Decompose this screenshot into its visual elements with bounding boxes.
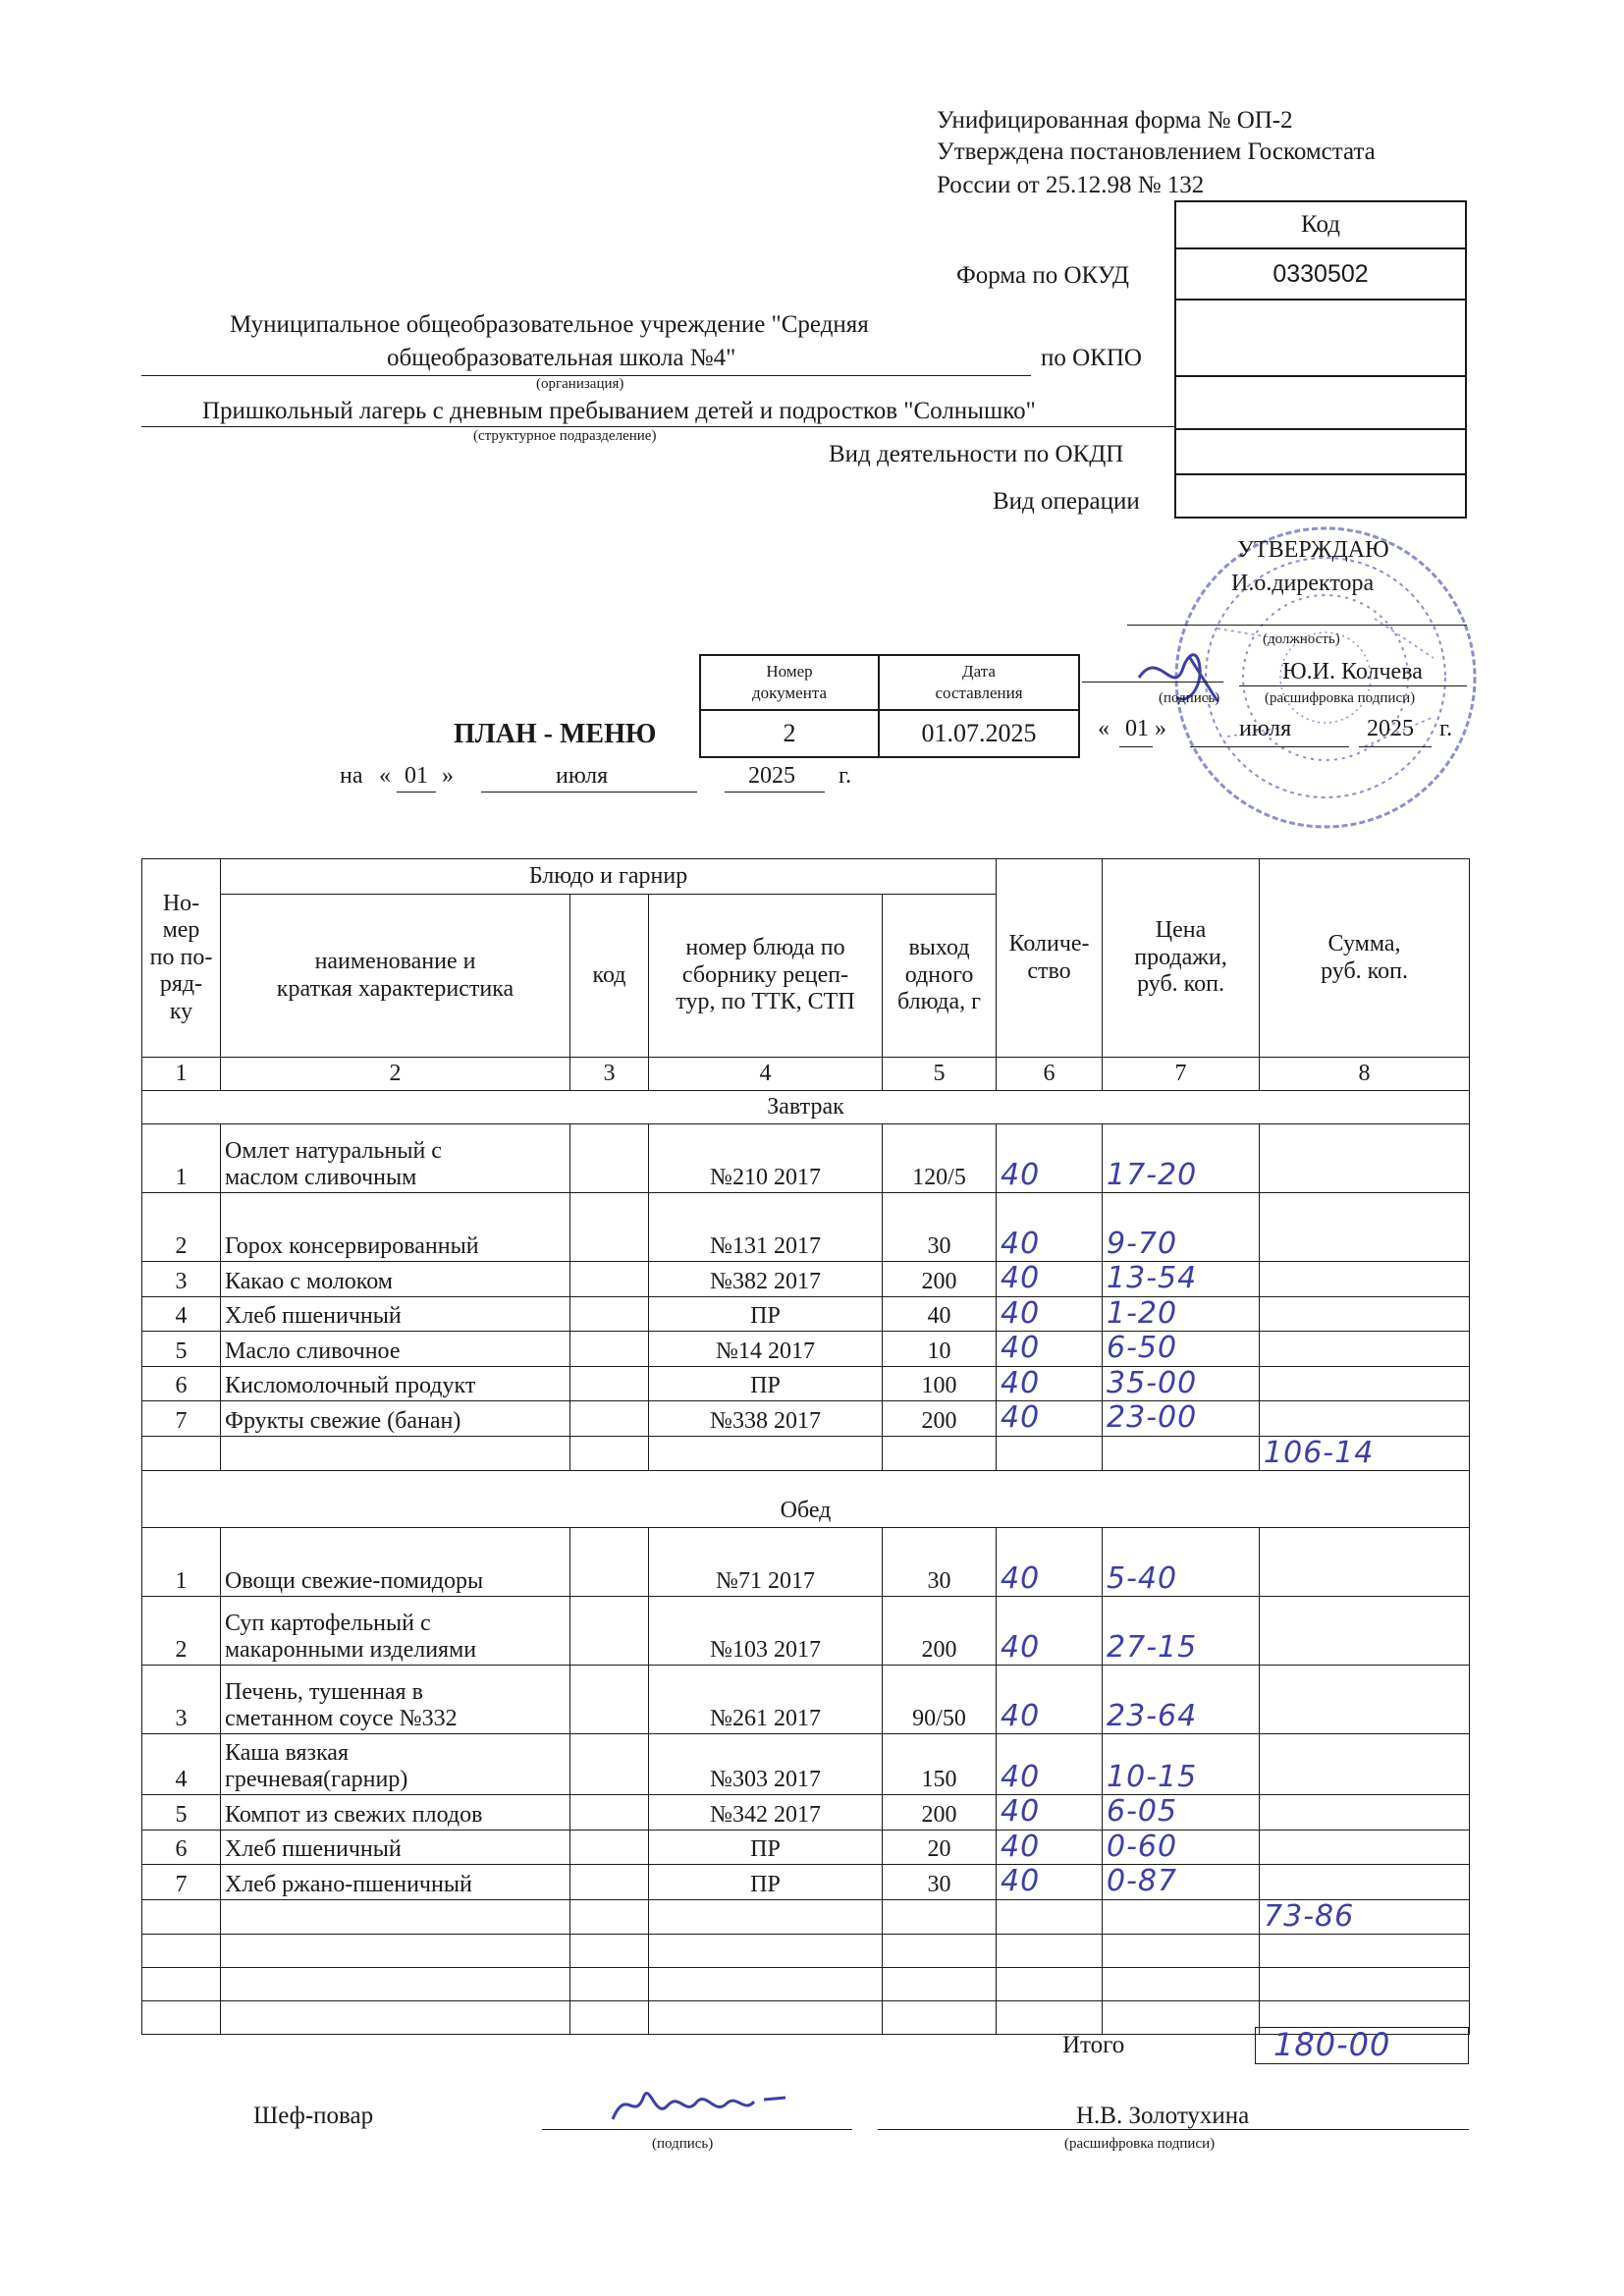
recipe-number: ПР: [649, 1296, 883, 1332]
dish-name: [221, 1597, 570, 1666]
signature-caption: (подпись): [1159, 690, 1220, 706]
recipe-number: ПР: [649, 1865, 883, 1900]
dish-code: [570, 1666, 649, 1734]
quantity: [997, 1332, 1103, 1367]
header-recipe-1: номер блюда по: [685, 935, 845, 961]
dish-name-line-2: маслом сливочным: [225, 1165, 417, 1191]
table-row: [142, 1597, 1470, 1666]
breakfast-total-row: [142, 1436, 1470, 1471]
recipe-number: №14 2017: [649, 1332, 883, 1367]
dish-name: [221, 1528, 570, 1597]
header-recipe-number: [649, 895, 883, 1058]
chef-signature-underline: [542, 2129, 852, 2130]
section-breakfast-title: Завтрак: [142, 1091, 1470, 1124]
lunch-total: [1260, 1899, 1470, 1935]
header-row-number-1: Но-: [162, 890, 200, 916]
header-price: [1103, 859, 1260, 1058]
structural-unit-caption: (структурное подразделение): [473, 428, 657, 444]
row-number: 7: [142, 1401, 221, 1437]
quantity: [997, 1193, 1103, 1262]
row-number: 1: [142, 1124, 221, 1193]
plan-date-close-quote: »: [442, 763, 454, 789]
dish-yield: 20: [883, 1830, 997, 1865]
quantity-value: 40: [1001, 1830, 1041, 1864]
header-row-number-4: ряд-: [159, 971, 203, 998]
dish-yield: 200: [883, 1401, 997, 1437]
recipe-number: ПР: [649, 1366, 883, 1401]
approval-date-year: 2025: [1367, 716, 1414, 741]
column-number: 8: [1260, 1058, 1470, 1091]
dish-code: [570, 1528, 649, 1597]
price: [1103, 1865, 1260, 1900]
column-number: 2: [221, 1058, 570, 1091]
table-row: [142, 1401, 1470, 1437]
document-number-box: [699, 654, 1080, 758]
quantity-value: 40: [1001, 1698, 1041, 1733]
header-quantity-1: Количе-: [1008, 930, 1090, 957]
quantity: [997, 1865, 1103, 1900]
table-row: [142, 1193, 1470, 1262]
price: [1103, 1262, 1260, 1297]
header-dish-name-2: краткая характеристика: [276, 975, 514, 1002]
header-yield-1: выход: [908, 935, 970, 961]
dish-code: [570, 1262, 649, 1297]
column-number: 6: [997, 1058, 1103, 1091]
director-name-caption: (расшифровка подписи): [1265, 690, 1416, 706]
approval-year-underline: [1359, 746, 1432, 747]
dish-code: [570, 1332, 649, 1367]
dish-yield: 30: [883, 1193, 997, 1262]
dish-name-line-2: сметанном соусе №332: [225, 1706, 458, 1732]
quantity-value: 40: [1001, 1400, 1041, 1435]
quantity: [997, 1528, 1103, 1597]
table-row: [142, 1528, 1470, 1597]
sum: [1260, 1193, 1470, 1262]
price-value: 1-20: [1107, 1296, 1178, 1331]
header-yield-3: блюда, г: [897, 989, 982, 1015]
row-number: 4: [142, 1734, 221, 1795]
price: [1103, 1193, 1260, 1262]
row-number: 3: [142, 1262, 221, 1297]
dish-name-line-2: Горох консервированный: [225, 1233, 479, 1260]
organization-caption: (организация): [536, 376, 624, 392]
quantity-value: 40: [1001, 1366, 1041, 1400]
recipe-number: №382 2017: [649, 1262, 883, 1297]
recipe-number: №303 2017: [649, 1734, 883, 1795]
sum: [1260, 1795, 1470, 1831]
menu-table: [141, 858, 1470, 2035]
quantity-value: 40: [1001, 1296, 1041, 1331]
price: [1103, 1795, 1260, 1831]
dish-name-line-1: Омлет натуральный с: [225, 1137, 442, 1164]
table-row: [142, 1366, 1470, 1401]
form-reference-line-1: Унифицированная форма № ОП-2: [937, 107, 1293, 134]
dish-name: Хлеб ржано-пшеничный: [221, 1865, 570, 1900]
header-price-2: продажи,: [1134, 944, 1227, 970]
lunch-total-value: 73-86: [1264, 1899, 1355, 1934]
section-lunch-title: Обед: [142, 1471, 1470, 1528]
okdp-code: [1176, 430, 1465, 475]
code-title: Код: [1176, 202, 1465, 249]
dish-name: [221, 1124, 570, 1193]
header-price-3: руб. коп.: [1137, 971, 1224, 998]
price-value: 0-60: [1107, 1830, 1178, 1864]
row-number: 6: [142, 1366, 221, 1401]
dish-name: Хлеб пшеничный: [221, 1830, 570, 1865]
column-number: 5: [883, 1058, 997, 1091]
row-number: 6: [142, 1830, 221, 1865]
okpo-code: [1176, 301, 1465, 377]
price: [1103, 1366, 1260, 1401]
plan-day-underline: [397, 792, 436, 793]
price-value: 10-15: [1107, 1759, 1198, 1794]
quantity: [997, 1262, 1103, 1297]
dish-code: [570, 1865, 649, 1900]
price-value: 35-00: [1107, 1366, 1198, 1400]
price-value: 6-05: [1107, 1794, 1178, 1829]
approval-date-year-suffix: г.: [1439, 716, 1453, 741]
header-code: код: [570, 895, 649, 1058]
chef-name-caption: (расшифровка подписи): [1064, 2136, 1216, 2152]
quantity: [997, 1401, 1103, 1437]
code-box: [1174, 200, 1467, 519]
dish-yield: 200: [883, 1795, 997, 1831]
dish-name: [221, 1734, 570, 1795]
structural-unit: Пришкольный лагерь с дневным пребыванием детей и подростков "Солнышко": [202, 398, 1036, 424]
quantity: [997, 1597, 1103, 1666]
quantity-value: 40: [1001, 1794, 1041, 1829]
organization-name-line-2: общеобразовательная школа №4": [387, 345, 736, 371]
table-row: [142, 1124, 1470, 1193]
price: [1103, 1734, 1260, 1795]
plan-date-month: июля: [556, 763, 609, 789]
header-dish-name: [221, 895, 570, 1058]
dish-yield: 90/50: [883, 1666, 997, 1734]
header-sum: [1260, 859, 1470, 1058]
dish-name: Фрукты свежие (банан): [221, 1401, 570, 1437]
row-number: 2: [142, 1193, 221, 1262]
dish-yield: 200: [883, 1597, 997, 1666]
sum: [1260, 1262, 1470, 1297]
okdp-label: Вид деятельности по ОКДП: [829, 441, 1124, 467]
dish-yield: 100: [883, 1366, 997, 1401]
header-quantity: [997, 859, 1103, 1058]
row-number: 2: [142, 1597, 221, 1666]
dish-name: Компот из свежих плодов: [221, 1795, 570, 1831]
quantity: [997, 1666, 1103, 1734]
quantity: [997, 1830, 1103, 1865]
document-number-header-1: Номер: [766, 661, 813, 681]
position-caption: (должность): [1263, 631, 1340, 647]
document-number: 2: [701, 711, 880, 756]
price-value: 9-70: [1107, 1226, 1178, 1261]
position-underline: [1127, 625, 1467, 626]
sum: [1260, 1734, 1470, 1795]
plan-date-year: 2025: [748, 763, 795, 789]
header-yield-2: одного: [904, 961, 974, 988]
row-number: 1: [142, 1528, 221, 1597]
column-number: 1: [142, 1058, 221, 1091]
plan-date-prefix: на: [340, 763, 363, 789]
quantity: [997, 1795, 1103, 1831]
price: [1103, 1528, 1260, 1597]
dish-name: Масло сливочное: [221, 1332, 570, 1367]
price-value: 23-00: [1107, 1400, 1198, 1435]
column-number: 3: [570, 1058, 649, 1091]
recipe-number: ПР: [649, 1830, 883, 1865]
header-quantity-2: ство: [1027, 957, 1071, 984]
plan-year-underline: [725, 792, 825, 793]
price: [1103, 1124, 1260, 1193]
empty-row: [142, 1968, 1470, 2001]
price-value: 17-20: [1107, 1157, 1198, 1192]
approval-heading: УТВЕРЖДАЮ: [1237, 537, 1389, 563]
dish-code: [570, 1401, 649, 1437]
signature-underline: [1082, 682, 1223, 683]
column-numbers-row: [142, 1058, 1470, 1091]
table-row: [142, 1262, 1470, 1297]
quantity-value: 40: [1001, 1261, 1041, 1295]
sum: [1260, 1332, 1470, 1367]
table-row: [142, 1666, 1470, 1734]
sum: [1260, 1830, 1470, 1865]
okpo-label: по ОКПО: [1041, 345, 1142, 371]
dish-name: Какао с молоком: [221, 1262, 570, 1297]
header-recipe-2: сборнику рецеп-: [681, 961, 849, 988]
sum: [1260, 1528, 1470, 1597]
dish-name-line-1: Печень, тушенная в: [225, 1678, 423, 1705]
dish-name: [221, 1193, 570, 1262]
organization-name-line-1: Муниципальное общеобразовательное учреждение "Средняя: [230, 311, 869, 338]
form-reference-line-2: Утверждена постановлением Госкомстата: [937, 138, 1376, 165]
dish-code: [570, 1124, 649, 1193]
price-value: 27-15: [1107, 1629, 1198, 1665]
row-number: 4: [142, 1296, 221, 1332]
dish-name: Хлеб пшеничный: [221, 1296, 570, 1332]
breakfast-total: [1260, 1436, 1470, 1471]
dish-code: [570, 1296, 649, 1332]
recipe-number: №131 2017: [649, 1193, 883, 1262]
dish-yield: 10: [883, 1332, 997, 1367]
recipe-number: №71 2017: [649, 1528, 883, 1597]
dish-code: [570, 1597, 649, 1666]
quantity-value: 40: [1001, 1157, 1041, 1192]
document-date-header-1: Дата: [962, 661, 996, 681]
approval-month-underline: [1190, 746, 1349, 747]
empty-row: [142, 1935, 1470, 1968]
dish-yield: 30: [883, 1865, 997, 1900]
itogo-label: Итого: [1062, 2032, 1125, 2058]
sum: [1260, 1124, 1470, 1193]
dish-code: [570, 1795, 649, 1831]
dish-yield: 40: [883, 1296, 997, 1332]
quantity-value: 40: [1001, 1864, 1041, 1898]
chef-name: Н.В. Золотухина: [1076, 2103, 1250, 2129]
price: [1103, 1830, 1260, 1865]
approval-date-month: июля: [1239, 716, 1292, 741]
quantity-value: 40: [1001, 1560, 1041, 1596]
sum: [1260, 1666, 1470, 1734]
document-date: 01.07.2025: [921, 719, 1037, 747]
dish-name-line-2: Овощи свежие-помидоры: [225, 1568, 484, 1595]
chef-signature: [607, 2080, 793, 2131]
column-number: 4: [649, 1058, 883, 1091]
approval-position: И.о.директора: [1231, 571, 1375, 596]
quantity-value: 40: [1001, 1629, 1041, 1665]
document-number-header: [701, 656, 880, 711]
price: [1103, 1401, 1260, 1437]
sum: [1260, 1597, 1470, 1666]
header-price-1: Цена: [1155, 917, 1207, 944]
document-number-header-2: документа: [751, 683, 828, 702]
chef-signature-caption: (подпись): [652, 2136, 714, 2152]
dish-yield: 30: [883, 1528, 997, 1597]
header-row-number: [142, 859, 221, 1058]
director-name-underline: [1239, 685, 1467, 686]
lunch-total-row: [142, 1899, 1470, 1935]
header-row-number-5: ку: [169, 998, 193, 1024]
quantity: [997, 1296, 1103, 1332]
chef-name-underline: [878, 2129, 1469, 2130]
director-name: Ю.И. Колчева: [1282, 659, 1423, 684]
price-value: 23-64: [1107, 1698, 1198, 1733]
header-yield: [883, 895, 997, 1058]
document-title: ПЛАН - МЕНЮ: [454, 719, 657, 749]
plan-date-open-quote: «: [379, 763, 391, 789]
document-date-header-2: составления: [935, 683, 1023, 702]
table-row: [142, 1296, 1470, 1332]
plan-date-day: 01: [405, 763, 428, 789]
row-number: 7: [142, 1865, 221, 1900]
price: [1103, 1296, 1260, 1332]
recipe-number: №261 2017: [649, 1666, 883, 1734]
table-row: [142, 1734, 1470, 1795]
table-row: [142, 1332, 1470, 1367]
price-value: 0-87: [1107, 1864, 1178, 1898]
sum: [1260, 1865, 1470, 1900]
dish-code: [570, 1366, 649, 1401]
header-dish-name-1: наименование и: [314, 948, 476, 974]
price-value: 13-54: [1107, 1261, 1198, 1295]
table-row: [142, 1865, 1470, 1900]
okud-label: Форма по ОКУД: [956, 262, 1129, 289]
dish-yield: 120/5: [883, 1124, 997, 1193]
quantity-value: 40: [1001, 1226, 1041, 1261]
dish-name: [221, 1666, 570, 1734]
chef-label: Шеф-повар: [253, 2103, 374, 2129]
okpo-code-extra: [1176, 377, 1465, 430]
itogo-value: 180-00: [1273, 2026, 1391, 2063]
price: [1103, 1332, 1260, 1367]
approval-date-close-quote: »: [1155, 716, 1166, 741]
header-sum-1: Сумма,: [1327, 930, 1401, 957]
header-sum-2: руб. коп.: [1321, 957, 1408, 984]
dish-name-line-1: Каша вязкая: [225, 1739, 349, 1766]
dish-name-line-1: Суп картофельный с: [225, 1610, 431, 1636]
sum: [1260, 1366, 1470, 1401]
quantity: [997, 1366, 1103, 1401]
quantity-value: 40: [1001, 1331, 1041, 1365]
header-row-number-2: мер: [162, 917, 200, 944]
plan-month-underline: [481, 792, 697, 793]
quantity: [997, 1734, 1103, 1795]
dish-name-line-2: макаронными изделиями: [225, 1637, 477, 1664]
dish-code: [570, 1734, 649, 1795]
sum: [1260, 1401, 1470, 1437]
price-value: 6-50: [1107, 1331, 1178, 1365]
quantity: [997, 1124, 1103, 1193]
form-reference-line-3: России от 25.12.98 № 132: [937, 172, 1205, 198]
recipe-number: №342 2017: [649, 1795, 883, 1831]
row-number: 3: [142, 1666, 221, 1734]
header-recipe-3: тур, по ТТК, СТП: [676, 989, 855, 1015]
recipe-number: №103 2017: [649, 1597, 883, 1666]
approval-date-open-quote: «: [1098, 716, 1110, 741]
dish-code: [570, 1193, 649, 1262]
operation-label: Вид операции: [993, 488, 1140, 515]
row-number: 5: [142, 1795, 221, 1831]
quantity-value: 40: [1001, 1759, 1041, 1794]
approval-day-underline: [1119, 746, 1153, 747]
dish-yield: 200: [883, 1262, 997, 1297]
dish-yield: 150: [883, 1734, 997, 1795]
price: [1103, 1597, 1260, 1666]
breakfast-total-value: 106-14: [1264, 1436, 1375, 1470]
table-row: [142, 1795, 1470, 1831]
dish-name-line-2: гречневая(гарнир): [225, 1767, 408, 1793]
header-dish-group: Блюдо и гарнир: [221, 859, 997, 895]
approval-date-day: 01: [1125, 716, 1149, 741]
price-value: 5-40: [1107, 1560, 1178, 1596]
sum: [1260, 1296, 1470, 1332]
price: [1103, 1666, 1260, 1734]
recipe-number: №210 2017: [649, 1124, 883, 1193]
structural-unit-underline: [141, 426, 1174, 427]
itogo-box: [1255, 2027, 1469, 2064]
table-row: [142, 1830, 1470, 1865]
plan-date-suffix: г.: [839, 763, 852, 789]
document-date-header: [880, 656, 1078, 711]
dish-code: [570, 1830, 649, 1865]
column-number: 7: [1103, 1058, 1260, 1091]
dish-name: Кисломолочный продукт: [221, 1366, 570, 1401]
okud-code: 0330502: [1176, 249, 1465, 301]
row-number: 5: [142, 1332, 221, 1367]
recipe-number: №338 2017: [649, 1401, 883, 1437]
header-row-number-3: по по-: [149, 944, 213, 970]
